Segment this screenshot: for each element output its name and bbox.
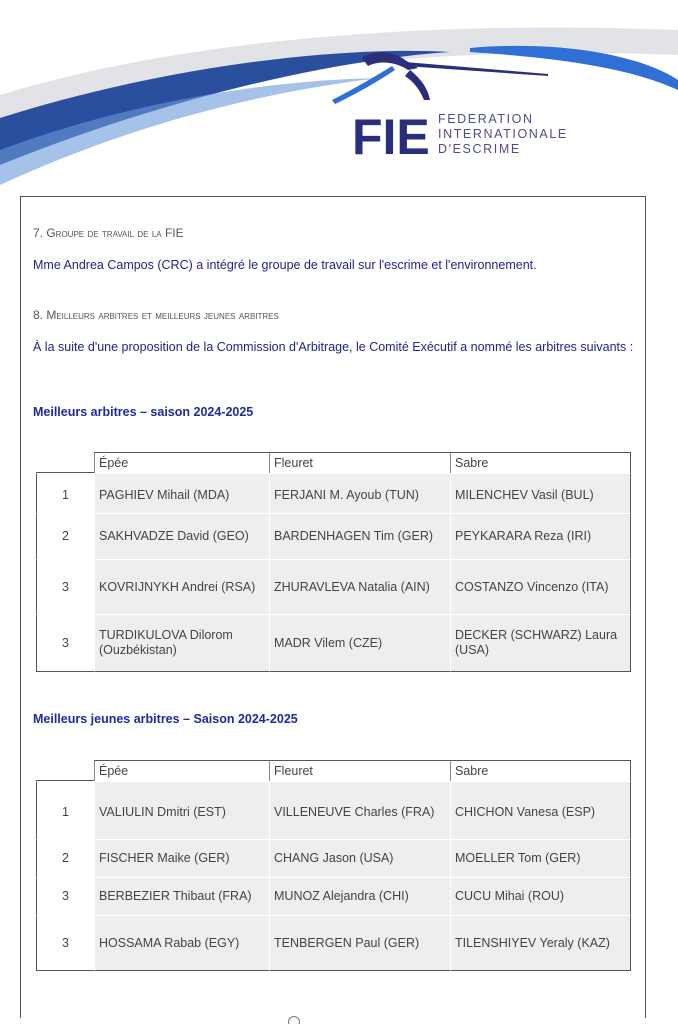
sabre-cell: MOELLER Tom (GER) bbox=[450, 839, 631, 877]
sabre-cell: CHICHON Vanesa (ESP) bbox=[450, 781, 631, 839]
section-7-text: Mme Andrea Campos (CRC) a intégré le groupe de travail sur l'escrime et l'environnement. bbox=[33, 258, 537, 272]
fleuret-cell: TENBERGEN Paul (GER) bbox=[269, 915, 450, 971]
fleuret-cell: VILLENEUVE Charles (FRA) bbox=[269, 781, 450, 839]
fleuret-cell: ZHURAVLEVA Natalia (AIN) bbox=[269, 559, 450, 614]
epee-cell: FISCHER Maike (GER) bbox=[94, 839, 269, 877]
epee-cell: VALIULIN Dmitri (EST) bbox=[94, 781, 269, 839]
table-2-title: Meilleurs jeunes arbitres – Saison 2024-2025 bbox=[33, 712, 298, 726]
epee-cell: HOSSAMA Rabab (EGY) bbox=[94, 915, 269, 971]
letterhead bbox=[0, 0, 678, 200]
epee-cell: SAKHVADZE David (GEO) bbox=[94, 513, 269, 559]
sabre-cell: DECKER (SCHWARZ) Laura (USA) bbox=[450, 614, 631, 672]
rank-cell: 3 bbox=[36, 614, 94, 672]
best-young-referees-table bbox=[36, 760, 631, 971]
sabre-cell: PEYKARARA Reza (IRI) bbox=[450, 513, 631, 559]
table-row bbox=[36, 614, 631, 672]
sabre-cell: CUCU Mihai (ROU) bbox=[450, 877, 631, 915]
logo-line: FEDERATION bbox=[438, 112, 534, 126]
epee-cell: BERBEZIER Thibaut (FRA) bbox=[94, 877, 269, 915]
table-row bbox=[36, 513, 631, 559]
fleuret-cell: CHANG Jason (USA) bbox=[269, 839, 450, 877]
rank-cell: 2 bbox=[36, 513, 94, 559]
section-7-heading: 7. Groupe de travail de la FIE bbox=[33, 226, 184, 240]
fleuret-cell: MADR Vilem (CZE) bbox=[269, 614, 450, 672]
column-header-epee: Épée bbox=[94, 760, 269, 781]
column-header-sabre: Sabre bbox=[450, 760, 631, 781]
epee-cell: PAGHIEV Mihail (MDA) bbox=[94, 473, 269, 513]
rank-cell: 3 bbox=[36, 915, 94, 971]
table-1-title: Meilleurs arbitres – saison 2024-2025 bbox=[33, 405, 254, 419]
table-row bbox=[36, 473, 631, 513]
federation-name bbox=[438, 112, 568, 157]
rank-cell: 3 bbox=[36, 877, 94, 915]
section-8-heading: 8. Meilleurs arbitres et meilleurs jeunes arbitres bbox=[33, 308, 279, 322]
table-row bbox=[36, 559, 631, 614]
rank-cell: 1 bbox=[36, 473, 94, 513]
column-header-epee: Épée bbox=[94, 452, 269, 473]
sabre-cell: COSTANZO Vincenzo (ITA) bbox=[450, 559, 631, 614]
column-header-fleuret: Fleuret bbox=[269, 760, 450, 781]
swoosh-graphic bbox=[0, 0, 678, 200]
best-referees-table bbox=[36, 452, 631, 672]
fleuret-cell: BARDENHAGEN Tim (GER) bbox=[269, 513, 450, 559]
sabre-cell: MILENCHEV Vasil (BUL) bbox=[450, 473, 631, 513]
epee-cell: KOVRIJNYKH Andrei (RSA) bbox=[94, 559, 269, 614]
table-row bbox=[36, 877, 631, 915]
fleuret-cell: FERJANI M. Ayoub (TUN) bbox=[269, 473, 450, 513]
logo-line: INTERNATIONALE bbox=[438, 127, 568, 141]
rank-cell: 3 bbox=[36, 559, 94, 614]
rank-cell: 2 bbox=[36, 839, 94, 877]
column-header-fleuret: Fleuret bbox=[269, 452, 450, 473]
logo-line: D'ESCRIME bbox=[438, 142, 521, 156]
fie-logo-acronym: FIE bbox=[352, 109, 430, 165]
rank-cell: 1 bbox=[36, 781, 94, 839]
rank-header bbox=[36, 452, 94, 473]
section-8-text: À la suite d'une proposition de la Commission d'Arbitrage, le Comité Exécutif a nommé les arbitres suivants : bbox=[33, 340, 634, 354]
table-row bbox=[36, 839, 631, 877]
column-header-sabre: Sabre bbox=[450, 452, 631, 473]
rank-header bbox=[36, 760, 94, 781]
page-marker-icon bbox=[288, 1016, 300, 1024]
table-row bbox=[36, 781, 631, 839]
epee-cell: TURDIKULOVA Dilorom (Ouzbékistan) bbox=[94, 614, 269, 672]
table-row bbox=[36, 915, 631, 971]
fleuret-cell: MUNOZ Alejandra (CHI) bbox=[269, 877, 450, 915]
sabre-cell: TILENSHIYEV Yeraly (KAZ) bbox=[450, 915, 631, 971]
fencer-logo-icon bbox=[332, 52, 548, 104]
